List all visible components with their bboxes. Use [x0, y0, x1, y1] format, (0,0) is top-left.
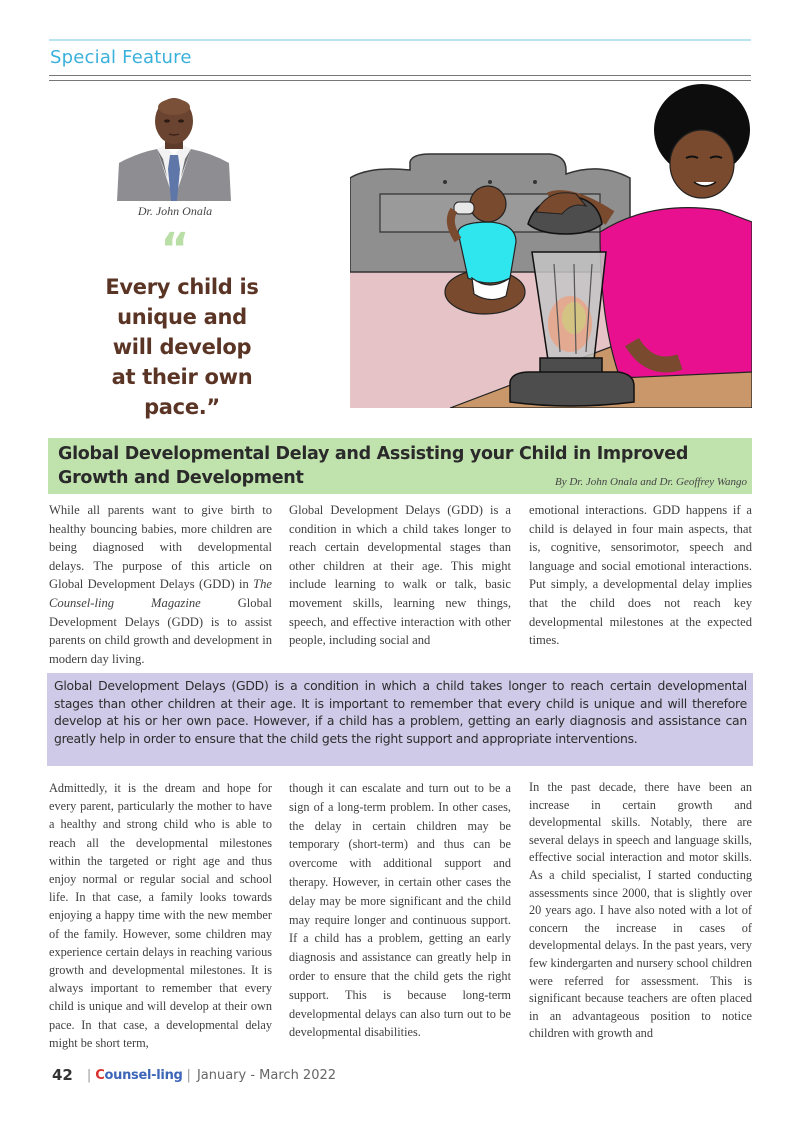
page-footer — [52, 1064, 336, 1086]
footer-separator: | — [186, 1067, 191, 1083]
body-column-2: Global Development Delays (GDD) is a condition in which a child takes longer to reach certain developmental stages than other children at their age. This might include learning to walk or talk, basic movement skills, learning new things, speech, and effective interaction with other people, including social and — [289, 503, 511, 648]
article-title-band — [48, 438, 752, 494]
pull-quote-line: at their own — [111, 365, 253, 389]
magazine-logo — [95, 1068, 182, 1083]
mother-blender-baby-illustration-icon — [350, 82, 752, 408]
footer-separator: | — [86, 1067, 92, 1083]
section-label: Special Feature — [50, 47, 192, 68]
pull-quote — [92, 272, 272, 422]
article-title-line: Global Developmental Delay and Assisting your Child in Improved — [58, 444, 689, 464]
author-photo — [117, 97, 231, 201]
author-caption: Dr. John Onala — [137, 204, 213, 218]
author-portrait-icon — [117, 97, 231, 201]
highlight-callout: Global Development Delays (GDD) is a condition in which a child takes longer to reach certain developmental stages than other children at their age. It is important to remember that every child is unique and will therefore develop at his or her own pace. However, if a child has a problem, getting an early diagnosis and assistance can greatly help in order to ensure that the child gets the right support and appropriate interventions. — [47, 673, 753, 766]
magazine-name: The Counsel-ling Magazine — [49, 577, 272, 610]
article-title-line: Growth and Development — [58, 468, 304, 488]
page-number: 42 — [52, 1066, 73, 1084]
body-text: While all parents want to give birth to healthy bouncing babies, more children are being diagnosed with developmental delays. The purpose of this article on Global Development Delays (GDD) in — [49, 503, 272, 592]
pull-quote-line: pace.” — [144, 395, 220, 419]
header-top-rule — [49, 39, 751, 41]
body-text: Global Development Delays (GDD) is to assist parents on child growth and development in modern day living. — [49, 595, 272, 666]
logo-initial: C — [95, 1067, 105, 1083]
logo-text: ounsel-ling — [104, 1067, 183, 1083]
pull-quote-line: will develop — [112, 335, 252, 359]
header-double-rule — [49, 75, 751, 81]
body-column-5: though it can escalate and turn out to be a sign of a long-term problem. In other cases, the delay in certain children may be temporary (short-term) and thus can be overcome with additional support and therapy. However, in certain other cases the delay may be more significant and the child may require longer and continuous support. If a child has a problem, getting an early diagnosis and assistance can greatly help in order to ensure that the child gets the right support. This is because long-term developmental delays can also turn out to be developmental disabilities. — [289, 781, 511, 1040]
body-column-4: Admittedly, it is the dream and hope for every parent, particularly the mother to have a healthy and strong child who is able to reach all the developmental milestones within the targeted or right age and thus enjoy normal or regular social and school life. In that case, a family looks towards enjoying a happy time with the new member of the family. However, some children may experience certain delays in reaching various growth and developmental milestones. It is always important to remember that every child is unique and will develop at their own pace. In that case, a developmental delay might be short term, — [49, 781, 272, 1050]
body-column-3: emotional interactions. GDD happens if a child is delayed in four main aspects, that is, cognitive, sensorimotor, speech and language and social emotional interactions. Put simply, a developmental delay implies that the child does not reach key developmental milestones at the expected times. — [529, 503, 752, 648]
body-column-1 — [49, 501, 272, 668]
article-illustration — [350, 82, 752, 408]
issue-date: January - March 2022 — [196, 1067, 337, 1083]
article-byline: By Dr. John Onala and Dr. Geoffrey Wango — [555, 476, 747, 488]
pull-quote-line: Every child is — [105, 275, 259, 299]
body-column-6: In the past decade, there have been an increase in certain growth and developmental skills. Notably, there are several delays in speech and language skills, effective social interaction and motor skills. As a child specialist, I started conducting assessments since 2000, that is slightly over 20 years ago. I have also noted with a lot of concern the increase in cases of developmental delays. In the past years, very few kindergarten and nursery school children were referred for assessment. This is significant because teachers are often placed in an advantageous position to notice children with growth and — [529, 780, 752, 1041]
pull-quote-line: unique and — [117, 305, 247, 329]
quote-mark-icon: “ — [160, 224, 190, 275]
